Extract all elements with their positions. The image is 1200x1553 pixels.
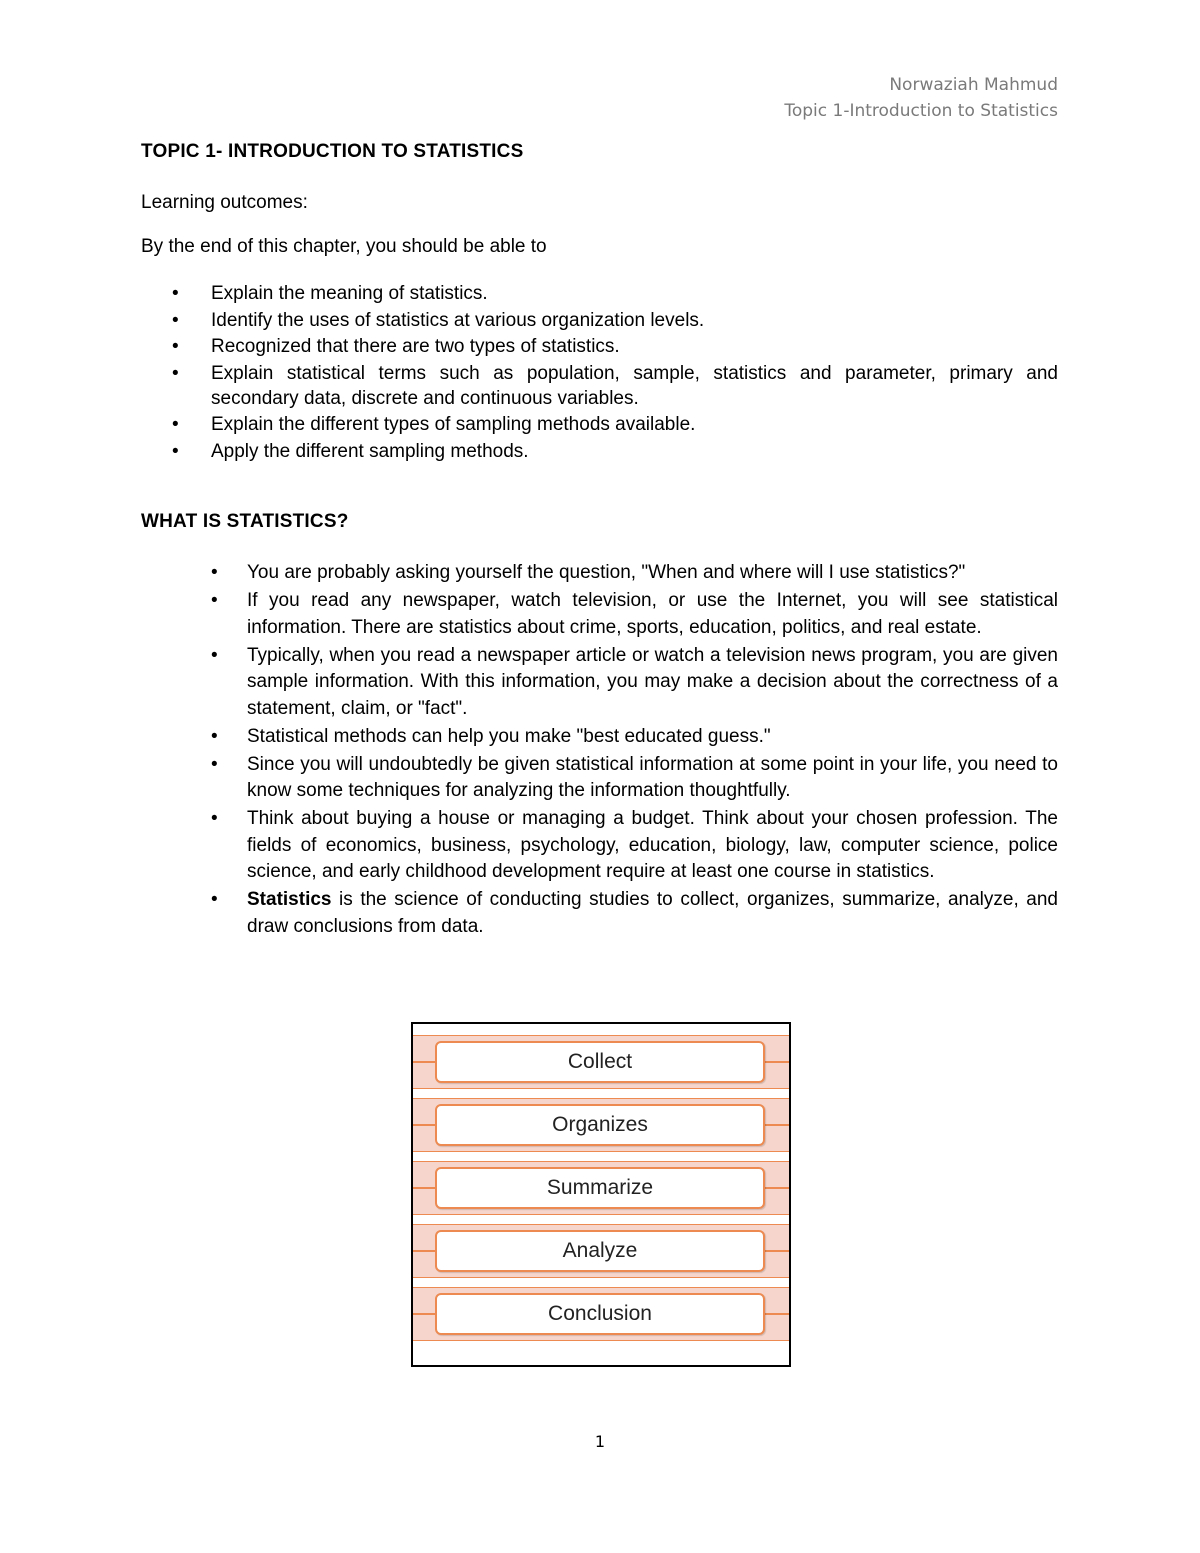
points-list <box>211 560 1058 942</box>
list-item: • Recognized that there are two types of statistics. <box>141 334 1058 359</box>
learning-outcomes-label: Learning outcomes: <box>141 192 308 213</box>
list-item: • Apply the different sampling methods. <box>141 439 1058 464</box>
list-item: • Typically, when you read a newspaper article or watch a television news program, you are given sample information. With this information, you may make a decision about the correctness of a statement, claim, or "fact". <box>211 643 1058 723</box>
list-item: • Explain the meaning of statistics. <box>141 281 1058 306</box>
header-author: Norwaziah Mahmud <box>889 75 1058 95</box>
list-item: • Think about buying a house or managing a budget. Think about your chosen profession. The fields of economics, business, psychology, education, biology, law, computer science, police science, and early childhood development require at least one course in statistics. <box>211 806 1058 886</box>
step-analyze: Analyze <box>435 1230 765 1272</box>
header-topic: Topic 1-Introduction to Statistics <box>784 101 1058 121</box>
step-conclusion: Conclusion <box>435 1293 765 1335</box>
page-number: 1 <box>594 1432 606 1451</box>
list-item: • Explain statistical terms such as population, sample, statistics and parameter, primary and secondary data, discrete and continuous variables. <box>141 361 1058 411</box>
section-heading: WHAT IS STATISTICS? <box>141 511 349 532</box>
step-collect: Collect <box>435 1041 765 1083</box>
list-item: • Statistical methods can help you make "best educated guess." <box>211 724 1058 751</box>
step-summarize: Summarize <box>435 1167 765 1209</box>
list-item: • Explain the different types of sampling methods available. <box>141 412 1058 437</box>
definition-text: is the science of conducting studies to collect, organizes, summarize, analyze, and draw conclusions from data. <box>247 889 1058 937</box>
definition-item <box>211 887 1058 940</box>
list-item: • If you read any newspaper, watch television, or use the Internet, you will see statistical information. There are statistics about crime, sports, education, politics, and real estate. <box>211 588 1058 641</box>
list-item: • You are probably asking yourself the question, "When and where will I use statistics?" <box>211 560 1058 587</box>
list-item: • Since you will undoubtedly be given statistical information at some point in your life, you need to know some techniques for analyzing the information thoughtfully. <box>211 752 1058 805</box>
intro-text: By the end of this chapter, you should be able to <box>141 236 547 257</box>
definition-term: Statistics <box>247 889 332 910</box>
page-header <box>784 72 1058 124</box>
list-item: • Identify the uses of statistics at various organization levels. <box>141 308 1058 333</box>
statistics-process-diagram <box>411 1022 791 1367</box>
outcomes-list <box>141 281 1058 465</box>
step-organizes: Organizes <box>435 1104 765 1146</box>
page-title: TOPIC 1- INTRODUCTION TO STATISTICS <box>141 141 524 162</box>
